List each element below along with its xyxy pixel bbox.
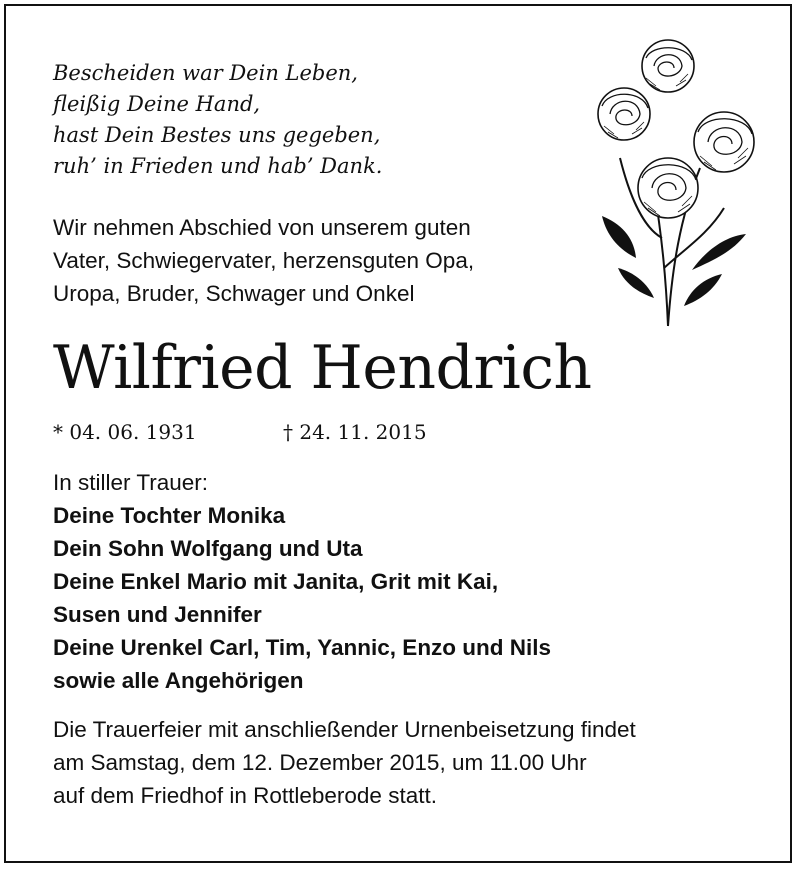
- intro-line: Wir nehmen Abschied von unserem guten: [53, 215, 471, 240]
- service-line: am Samstag, dem 12. Dezember 2015, um 11.00 Uhr: [53, 750, 587, 775]
- mourner-line: Deine Tochter Monika: [53, 503, 286, 528]
- intro-line: Uropa, Bruder, Schwager und Onkel: [53, 281, 415, 306]
- birth-date: * 04. 06. 1931: [53, 420, 197, 444]
- deceased-name: Wilfried Hendrich: [53, 333, 592, 403]
- mourners-list: [53, 466, 551, 697]
- mourners-heading: In stiller Trauer:: [53, 470, 209, 495]
- mourner-line: Deine Urenkel Carl, Tim, Yannic, Enzo und Nils: [53, 635, 552, 660]
- life-dates: [53, 417, 427, 447]
- mourner-line: sowie alle Angehörigen: [53, 668, 304, 693]
- intro-line: Vater, Schwiegervater, herzensguten Opa,: [53, 248, 475, 273]
- mourner-line: Deine Enkel Mario mit Janita, Grit mit Kai,: [53, 569, 499, 594]
- intro-text: [53, 211, 474, 310]
- service-line: auf dem Friedhof in Rottleberode statt.: [53, 783, 437, 808]
- poem-line: fleißig Deine Hand,: [53, 92, 261, 116]
- roses-bouquet-icon: [596, 38, 766, 328]
- service-line: Die Trauerfeier mit anschließender Urnenbeisetzung findet: [53, 717, 636, 742]
- mourner-line: Susen und Jennifer: [53, 602, 262, 627]
- poem-line: Bescheiden war Dein Leben,: [53, 61, 358, 85]
- death-date: † 24. 11. 2015: [283, 420, 427, 444]
- poem-line: hast Dein Bestes uns gegeben,: [53, 123, 381, 147]
- funeral-service-info: [53, 713, 636, 812]
- poem-line: ruh’ in Frieden und hab’ Dank.: [53, 154, 383, 178]
- memorial-poem: [53, 58, 382, 182]
- mourner-line: Dein Sohn Wolfgang und Uta: [53, 536, 363, 561]
